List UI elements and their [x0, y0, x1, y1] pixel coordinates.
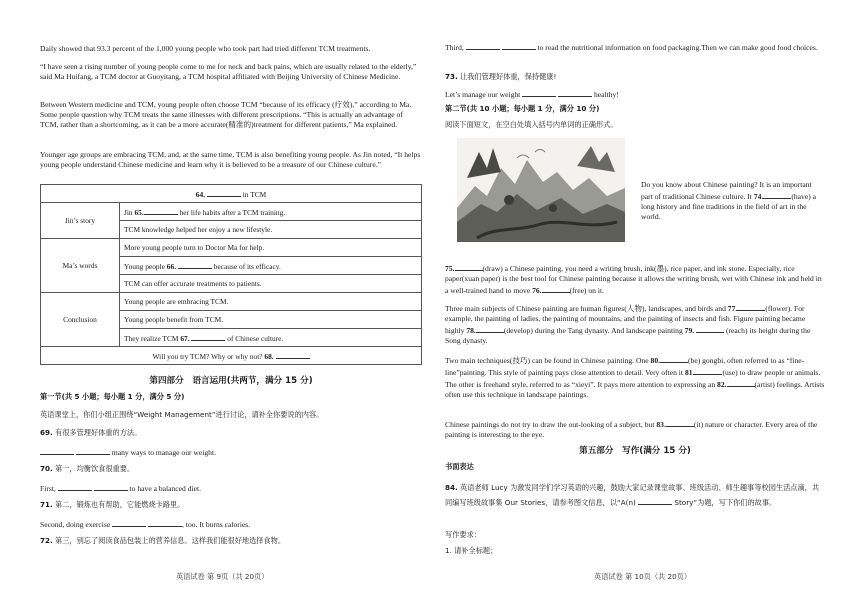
- paragraph-survey: Daily showed that 93.3 percent of the 1,000 young people who took part had tried different TCM treatments.: [40, 44, 371, 53]
- q72-en: Third, to read the nutritional information on food packaging.Then we can make good food choices.: [445, 43, 818, 52]
- q71-cn: 71. 第二，锻炼也有帮助，它能燃烧卡路里。: [40, 500, 185, 509]
- blank-72b[interactable]: [502, 41, 536, 50]
- paragraph-subjects: Three main subjects of Chinese painting are human figures(人物), landscapes, and birds and 77. (flower). For example, the painting of ladies, the painting of mountains, and the painting of insects and fish. Figure painting became highly 78. (develop) during the Tang dynasty. And landscape painting 79. (reach) its height during the Song dynasty.: [445, 304, 811, 345]
- q69-cn: 69. 有很多管理好体重的方法。: [40, 428, 142, 437]
- section1-title: 第一节(共 5 小题；每小题 1 分，满分 5 分): [40, 392, 185, 401]
- page-footer-left: 英语试卷 第 9页（共 20页）: [176, 572, 269, 581]
- table-cell: TCM knowledge helped her enjoy a new lifestyle.: [120, 221, 422, 239]
- blank-66[interactable]: [178, 260, 212, 269]
- blank-78[interactable]: [476, 324, 504, 333]
- part5-title: 第五部分 写作(满分 15 分): [579, 446, 691, 456]
- q72-cn: 72. 第三，别忘了阅读食品包装上的营养信息。这样我们能很好地选择食物。: [40, 536, 286, 545]
- table-row: [41, 239, 422, 257]
- section2-title: 第二节(共 10 小题；每小题 1 分，满分 10 分): [445, 104, 600, 113]
- writing-requirement-1: 1. 请补全标题；: [445, 546, 498, 555]
- q71-en: Second, doing exercise , too. It burns calories.: [40, 520, 251, 529]
- table-cell: They realize TCM 67. of Chinese culture.: [120, 329, 422, 347]
- q70-en: First, to have a balanced diet.: [40, 484, 202, 493]
- paragraph-intro-painting: Do you know about Chinese painting? It is an important part of traditional Chinese culture. It 74. (have) a long history and fine traditions in the field of art in the world.: [641, 180, 816, 221]
- table-cell: Jin 65. her life habits after a TCM training.: [120, 203, 422, 221]
- table-cell: Young people are embracing TCM.: [120, 293, 422, 311]
- row-label-ma: Ma’s words: [41, 239, 120, 293]
- chinese-painting-image: [457, 138, 625, 242]
- part4-title: 第四部分 语言运用(共两节，满分 15 分): [149, 376, 313, 386]
- table-footer-cell: Will you try TCM? Why or why not? 68.: [41, 347, 422, 365]
- q70-cn: 70. 第一，均衡饮食很重要。: [40, 464, 135, 473]
- blank-69b[interactable]: [76, 446, 110, 455]
- writing-requirements-title: 写作要求：: [445, 530, 481, 539]
- blank-68[interactable]: [276, 350, 310, 359]
- blank-81[interactable]: [694, 366, 722, 375]
- table-row: [41, 203, 422, 221]
- paragraph-conclusion: Chinese paintings do not try to draw the out-looking of a subject, but 83. (it) nature or character. Every area of the painting is interesting to the eye.: [445, 420, 818, 439]
- blank-73b[interactable]: [558, 88, 592, 97]
- table-cell: Young people benefit from TCM.: [120, 311, 422, 329]
- blank-70a[interactable]: [58, 482, 92, 491]
- row-label-jin: Jin’s story: [41, 203, 120, 239]
- paragraph-techniques: Two main techniques(技巧) can be found in Chinese painting. One 80. (be) gongbi, often referred to as “fine-line”painting. This style of painting pays close attention to detail. Very often it 81. (use) to draw people or animals. The other is freehand style, referred to as “xieyi”. It pays more attention to expressing an 82. (artist) feelings. Artists often use this technique in landscape paintings.: [445, 356, 825, 399]
- blank-73a[interactable]: [522, 88, 556, 97]
- page-footer-right: 英语试卷 第 10页（共 20页）: [594, 572, 692, 581]
- blank-65[interactable]: [144, 206, 178, 215]
- blank-82[interactable]: [727, 378, 755, 387]
- paragraph-ma-quote: “I have seen a rising number of young people come to me for neck and back pains, which are usually related to the elderly,” said Ma Huifang, a TCM doctor at Guoyitang, a TCM hospital affiliated with Beijing University of Chinese Medicine.: [40, 62, 417, 81]
- row-label-conclusion: Conclusion: [41, 293, 120, 347]
- blank-64[interactable]: [207, 188, 241, 197]
- blank-71a[interactable]: [112, 518, 146, 527]
- blank-67[interactable]: [191, 332, 225, 341]
- section1-intro: 英语课堂上，你们小组正围绕“Weight Management”进行讨论，请补全你要说的内容。: [40, 410, 324, 419]
- blank-75[interactable]: [455, 262, 483, 271]
- table-cell: Young people 66. because of its efficacy.: [120, 257, 422, 275]
- table-cell: TCM can offer accurate treatments to patients.: [120, 275, 422, 293]
- blank-76[interactable]: [542, 284, 570, 293]
- paragraph-efficacy: Between Western medicine and TCM, young people often choose TCM “because of its efficacy (疗效),” according to Ma. Some people question why TCM treats the same illnesses with different prescriptions. “This is actually an advantage of TCM, rather than a shortcoming, as it can be a more accurate(精准的)treatment for different patients,” Ma explained.: [40, 100, 412, 129]
- blank-74[interactable]: [763, 190, 791, 199]
- paragraph-tools: 75. (draw) a Chinese painting, you need a writing brush, ink(墨), rice paper, and ink stone. Especially, rice paper(xuan paper) is the best tool for Chinese painting because it allows the writing brush, wet with Chinese ink and held in a well-trained hand to move 76. (free) on it.: [445, 264, 822, 295]
- writing-label: 书面表达: [445, 462, 474, 471]
- blank-83[interactable]: [666, 418, 694, 427]
- blank-71b[interactable]: [148, 518, 182, 527]
- blank-77[interactable]: [737, 302, 765, 311]
- blank-84-title[interactable]: [638, 496, 672, 505]
- paragraph-younger: Younger age groups are embracing TCM, and, at the same time, TCM is also benefiting young people. As Jin noted, “It helps young people understand Chinese medicine and learn why it is believed to be a treasure of our Chinese culture.”: [40, 150, 421, 169]
- table-row: [41, 293, 422, 311]
- tcm-summary-table: [40, 184, 422, 365]
- q73-cn: 73. 让我们管理好体重，保持健康!: [445, 72, 557, 81]
- blank-79[interactable]: [696, 324, 724, 333]
- blank-72a[interactable]: [466, 41, 500, 50]
- q73-en: Let’s manage our weight healthy!: [445, 90, 619, 99]
- table-row: [41, 185, 422, 203]
- table-cell: More young people turn to Doctor Ma for help.: [120, 239, 422, 257]
- q84-prompt: 84. 英语老师 Lucy 为激发同学们学习英语的兴趣，鼓励大家记录课堂故事、班级活动、师生趣事等校园生活点滴，共同编写班级故事集 Our Stories，请参考图文信息，以“A(n) Story”为题，写下你们的故事。: [445, 483, 820, 507]
- blank-80[interactable]: [660, 354, 688, 363]
- table-row: [41, 347, 422, 365]
- blank-69a[interactable]: [40, 446, 74, 455]
- blank-70b[interactable]: [94, 482, 128, 491]
- table-header-cell: 64. in TCM: [41, 185, 422, 203]
- section2-intro: 阅读下面短文，在空白处填入括号内单词的正确形式。: [445, 120, 618, 129]
- q69-en: many ways to manage our weight.: [40, 446, 422, 458]
